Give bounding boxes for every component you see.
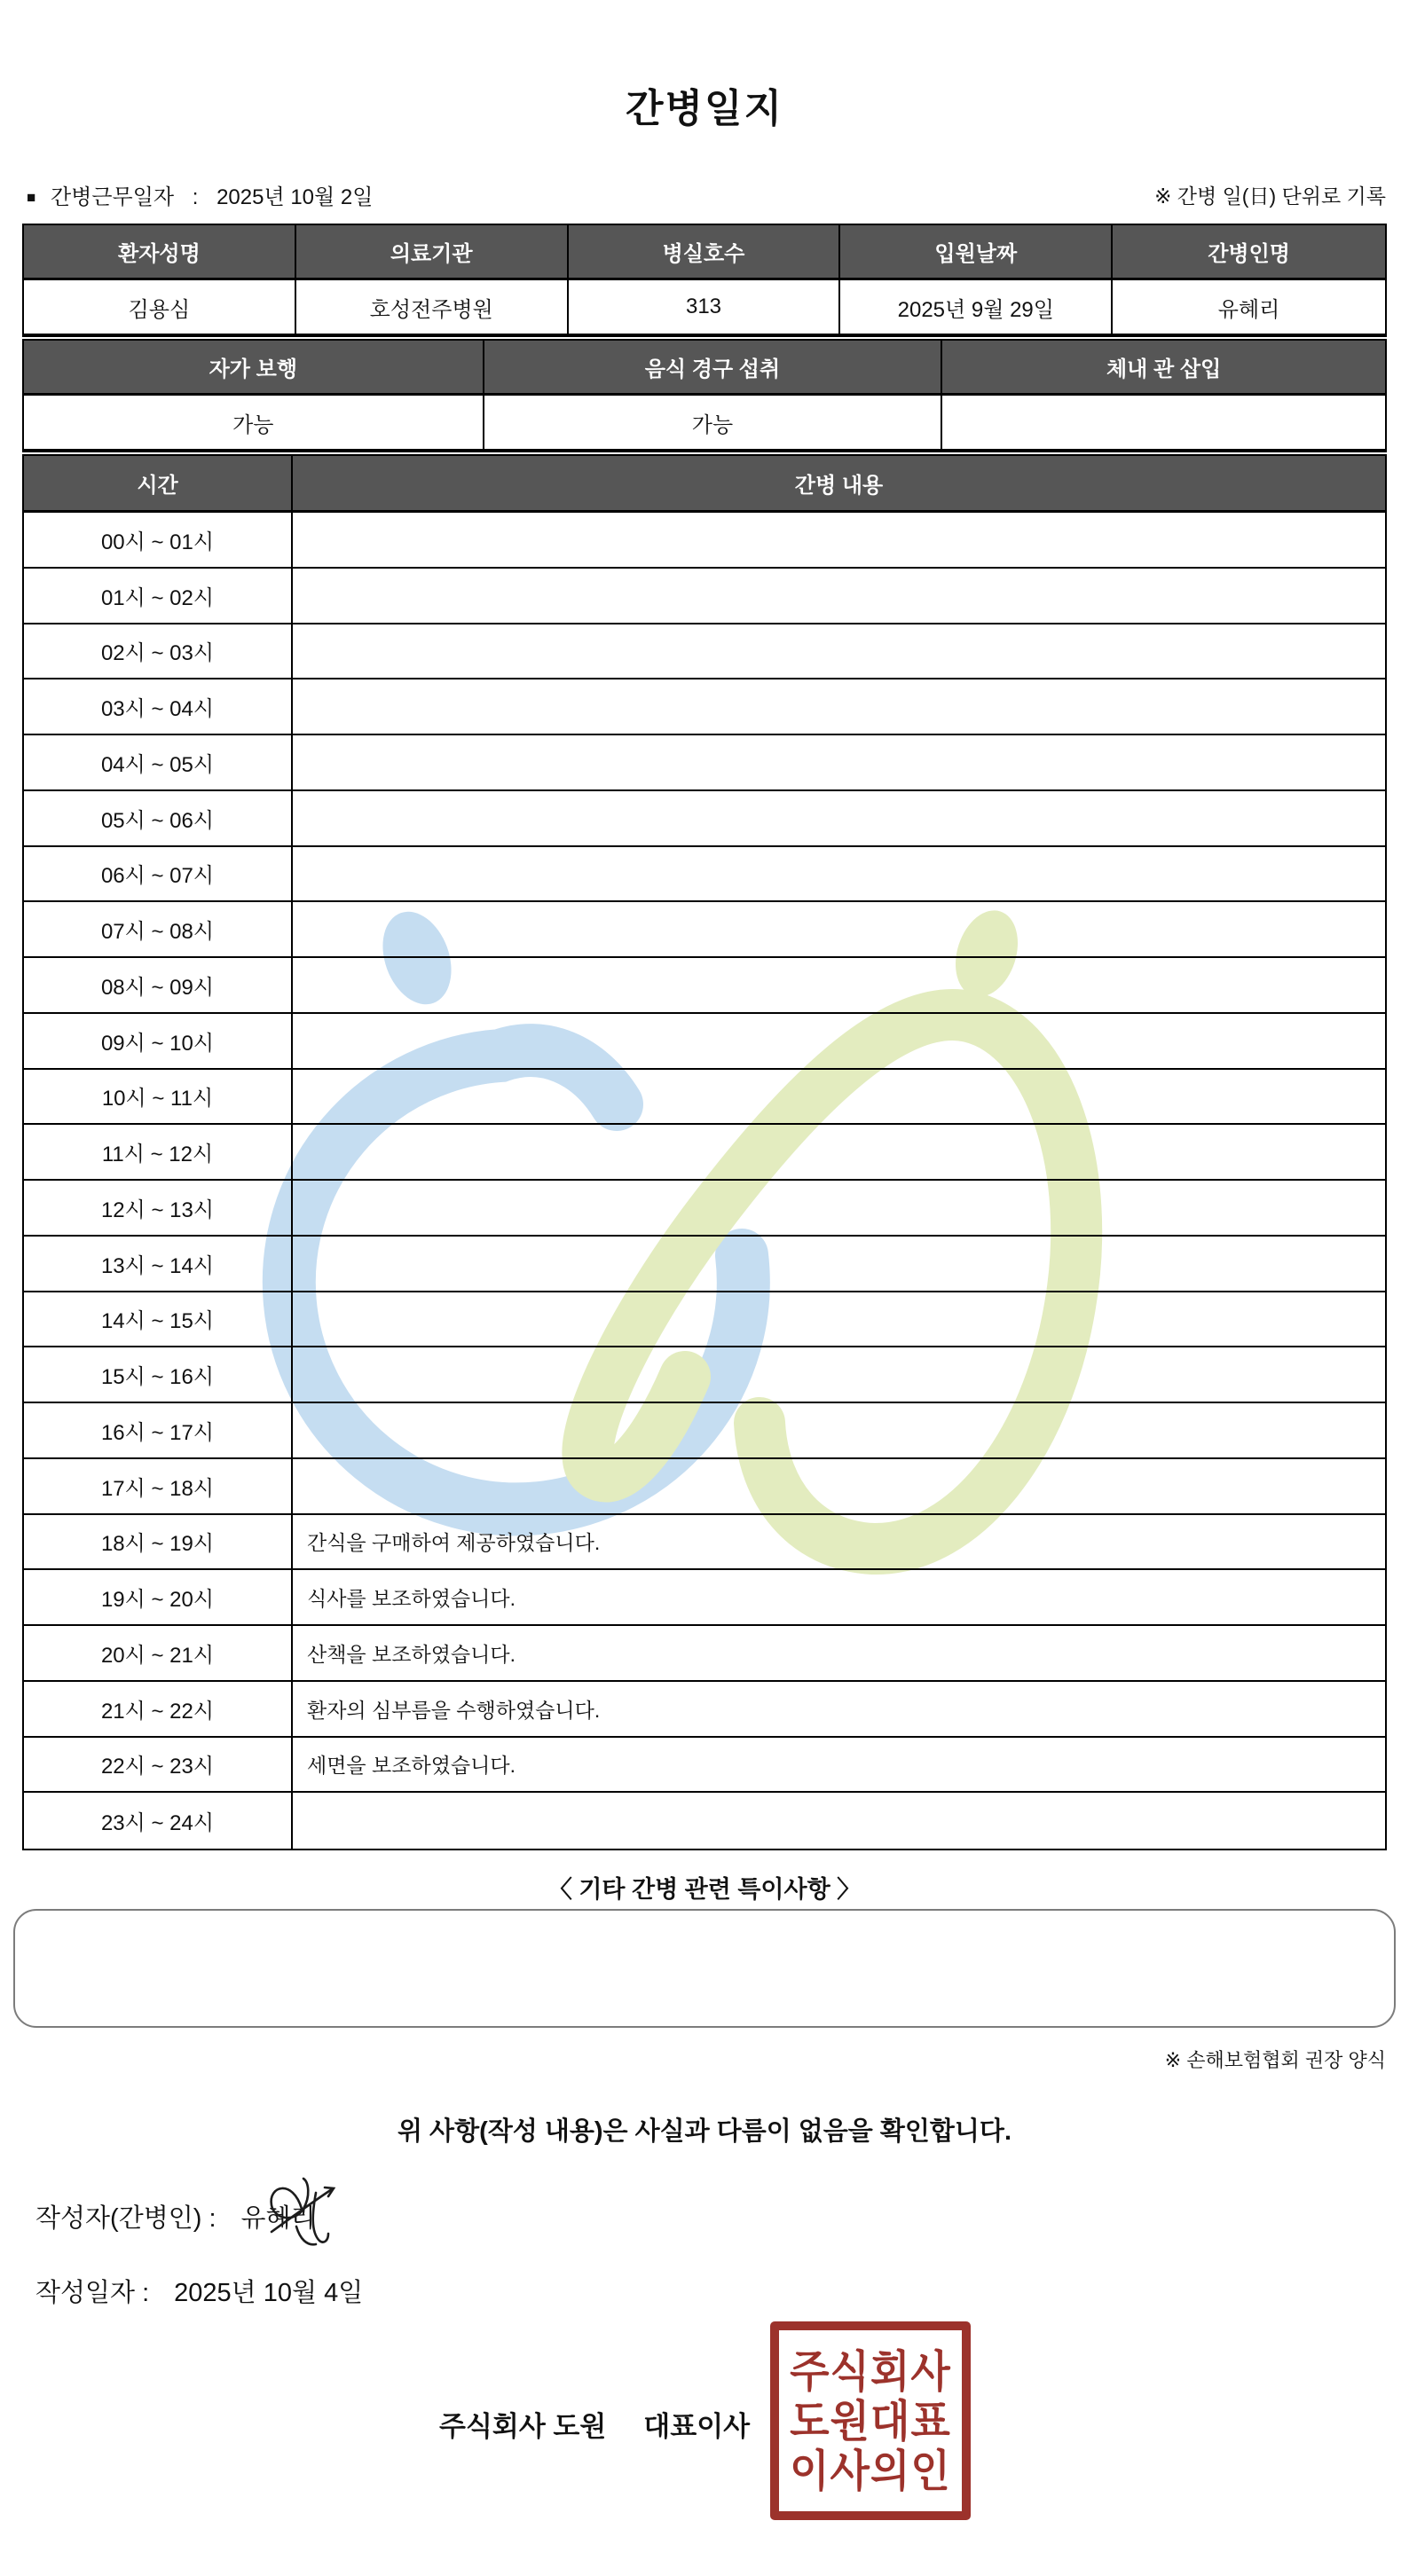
written-date-value: 2025년 10월 4일	[174, 2279, 364, 2307]
form-standard-note: ※ 손해보험협회 권장 양식	[1164, 2049, 1386, 2071]
log-note-cell	[293, 847, 1385, 903]
company-name: 주식회사 도원	[439, 2411, 607, 2442]
log-note-cell	[293, 624, 1385, 680]
log-time-cell: 02시 ~ 03시	[24, 624, 293, 680]
log-time-cell: 22시 ~ 23시	[24, 1738, 293, 1794]
extra-notes-heading: 〈 기타 간병 관련 특이사항 〉	[547, 1876, 862, 1903]
log-time-cell: 03시 ~ 04시	[24, 679, 293, 735]
log-note-cell	[293, 958, 1385, 1014]
patient-value-row	[24, 280, 1385, 335]
log-time-cell: 00시 ~ 01시	[24, 513, 293, 569]
log-time-cell: 23시 ~ 24시	[24, 1793, 293, 1849]
log-time-cell: 17시 ~ 18시	[24, 1459, 293, 1515]
condition-value-row	[24, 396, 1385, 451]
writer-name: 유혜리	[240, 2204, 316, 2233]
log-time-cell: 07시 ~ 08시	[24, 902, 293, 958]
log-note-cell	[293, 569, 1385, 624]
confirmation-text: 위 사항(작성 내용)은 사실과 다름이 없음을 확인합니다.	[397, 2117, 1012, 2146]
patient-header-cell: 병실호수	[569, 225, 841, 280]
log-note-cell	[293, 735, 1385, 791]
log-note-cell	[293, 1793, 1385, 1849]
patient-value-cell: 유혜리	[1113, 280, 1385, 335]
care-log-table	[22, 454, 1387, 1850]
log-note-cell	[293, 1459, 1385, 1515]
work-date-value: 2025년 10월 2일	[216, 185, 374, 209]
log-note-cell: 세면을 보조하였습니다.	[293, 1738, 1385, 1794]
log-time-cell: 14시 ~ 15시	[24, 1292, 293, 1348]
page-title: 간병일지	[625, 87, 783, 130]
unit-note: ※ 간병 일(日) 단위로 기록	[1154, 185, 1386, 208]
log-note-cell	[293, 1292, 1385, 1348]
log-time-cell: 08시 ~ 09시	[24, 958, 293, 1014]
log-content-header-cell: 간병 내용	[293, 456, 1385, 513]
log-note-cell: 산책을 보조하였습니다.	[293, 1626, 1385, 1682]
patient-value-cell: 313	[569, 280, 841, 335]
written-date-label: 작성일자 :	[35, 2279, 150, 2307]
log-time-cell: 04시 ~ 05시	[24, 735, 293, 791]
patient-header-cell: 환자성명	[24, 225, 296, 280]
log-note-cell	[293, 1125, 1385, 1181]
patient-header-cell: 의료기관	[296, 225, 569, 280]
log-note-cell	[293, 513, 1385, 569]
log-time-cell: 20시 ~ 21시	[24, 1626, 293, 1682]
log-time-cell: 06시 ~ 07시	[24, 847, 293, 903]
condition-table	[22, 339, 1387, 452]
log-time-cell: 21시 ~ 22시	[24, 1682, 293, 1738]
log-header-row	[24, 456, 1385, 513]
condition-value-cell: 가능	[24, 396, 484, 451]
work-date-label: 간병근무일자	[50, 185, 175, 209]
log-rows	[24, 513, 1385, 1849]
log-note-cell	[293, 1070, 1385, 1126]
work-date-separator: :	[192, 185, 199, 209]
log-note-cell	[293, 791, 1385, 847]
log-time-header-cell: 시간	[24, 456, 293, 513]
seal-line: 도원대표	[790, 2395, 951, 2446]
log-note-cell: 간식을 구매하여 제공하였습니다.	[293, 1515, 1385, 1571]
condition-header-cell: 체내 관 삽입	[942, 341, 1385, 396]
condition-header-cell: 음식 경구 섭취	[484, 341, 943, 396]
log-note-cell: 환자의 심부름을 수행하였습니다.	[293, 1682, 1385, 1738]
patient-value-cell: 김용심	[24, 280, 296, 335]
company-line	[439, 2404, 750, 2444]
square-bullet-icon: ■	[27, 189, 36, 206]
seal-line: 주식회사	[790, 2345, 951, 2396]
patient-header-cell: 간병인명	[1113, 225, 1385, 280]
condition-value-cell: 가능	[484, 396, 943, 451]
log-note-cell	[293, 1347, 1385, 1403]
signature-image	[263, 2168, 348, 2257]
log-note-cell	[293, 1181, 1385, 1237]
extra-notes-box	[13, 1909, 1396, 2028]
log-note-cell	[293, 679, 1385, 735]
log-note-cell	[293, 902, 1385, 958]
log-time-cell: 13시 ~ 14시	[24, 1237, 293, 1292]
meta-line	[27, 179, 1386, 210]
log-time-cell: 09시 ~ 10시	[24, 1014, 293, 1070]
condition-value-cell	[942, 396, 1385, 451]
seal-line: 이사의인	[790, 2445, 951, 2496]
writer-label: 작성자(간병인) :	[35, 2204, 216, 2233]
patient-value-cell: 호성전주병원	[296, 280, 569, 335]
log-note-cell: 식사를 보조하였습니다.	[293, 1570, 1385, 1626]
company-role: 대표이사	[643, 2411, 751, 2442]
log-time-cell: 01시 ~ 02시	[24, 569, 293, 624]
patient-header-cell: 입원날짜	[840, 225, 1113, 280]
log-time-cell: 15시 ~ 16시	[24, 1347, 293, 1403]
log-time-cell: 18시 ~ 19시	[24, 1515, 293, 1571]
written-date-line	[35, 2273, 363, 2309]
log-time-cell: 10시 ~ 11시	[24, 1070, 293, 1126]
log-time-cell: 12시 ~ 13시	[24, 1181, 293, 1237]
condition-header-cell: 자가 보행	[24, 341, 484, 396]
condition-header-row	[24, 341, 1385, 396]
company-seal-stamp	[770, 2321, 971, 2520]
log-time-cell: 19시 ~ 20시	[24, 1570, 293, 1626]
log-time-cell: 11시 ~ 12시	[24, 1125, 293, 1181]
work-date-line	[27, 179, 373, 210]
patient-info-table	[22, 224, 1387, 337]
log-time-cell: 05시 ~ 06시	[24, 791, 293, 847]
log-note-cell	[293, 1237, 1385, 1292]
log-note-cell	[293, 1014, 1385, 1070]
patient-header-row	[24, 225, 1385, 280]
patient-value-cell: 2025년 9월 29일	[840, 280, 1113, 335]
log-time-cell: 16시 ~ 17시	[24, 1403, 293, 1459]
log-note-cell	[293, 1403, 1385, 1459]
